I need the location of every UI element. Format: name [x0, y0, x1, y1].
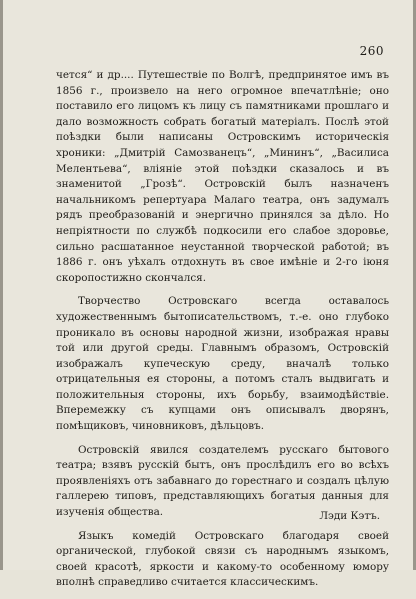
paragraph-theatre: Островскій явился создателемъ русскаго бытового театра; взявъ русскій бытъ, онъ прослѣдилъ его во всѣхъ проявленіяхъ отъ забавнаго до горестнаго и создалъ цѣлую галлерею типовъ, представляющихъ богатыя данныя для изученія общества.: [56, 443, 389, 519]
paragraph-language: Языкъ комедій Островскаго благодаря своей органической, глубокой связи съ народнымъ языкомъ, своей красотѣ, яркости и какому-то особенному юмору вполнѣ справедливо считается классическимъ.: [56, 529, 389, 589]
author-signature: Лэди Кэтъ.: [319, 510, 380, 522]
paragraph-creativity: Творчество Островскаго всегда оставалось художественнымъ бытописательствомъ, т.-е. оно глубоко проникало въ основы народной жизни, изображая нравы той или другой среды. Главнымъ образомъ, Островскій изображалъ купеческую среду, вначалѣ только отрицательныя ея стороны, а потомъ сталъ выдвигать и положительныя стороны, ихъ борьбу, взаимодѣйствіе. Вперемежку съ купцами онъ описывалъ дворянъ, помѣщиковъ, чиновниковъ, дѣльцовъ.: [56, 295, 389, 433]
page-number: 260: [359, 44, 384, 58]
scan-edge-left: [0, 0, 3, 570]
paragraph-continuation: чется“ и др.... Путешествіе по Волгѣ, предпринятое имъ въ 1856 г., произвело на него огромное впечатлѣніе; оно поставило его лицомъ къ лицу съ памятниками прошлаго и дало возможность собрать богатый матеріалъ. Послѣ этой поѣздки были написаны Островскимъ историческія хроники: „Дмитрій Самозванецъ“, „Мининъ“, „Василиса Мелентьева“, вліяніе этой поѣздки сказалось и въ знаменитой „Грозѣ“. Островскій былъ назначенъ начальникомъ репертуара Малаго театра, онъ задумалъ рядъ преобразованій и энергично принялся за дѣло. Но непріятности по службѣ подкосили его слабое здоровье, сильно расшатанное неустанной творческой работой; въ 1886 г. онъ уѣхалъ отдохнуть въ свое имѣніе и 2-го іюня скоропостижно скончался.: [56, 69, 389, 284]
